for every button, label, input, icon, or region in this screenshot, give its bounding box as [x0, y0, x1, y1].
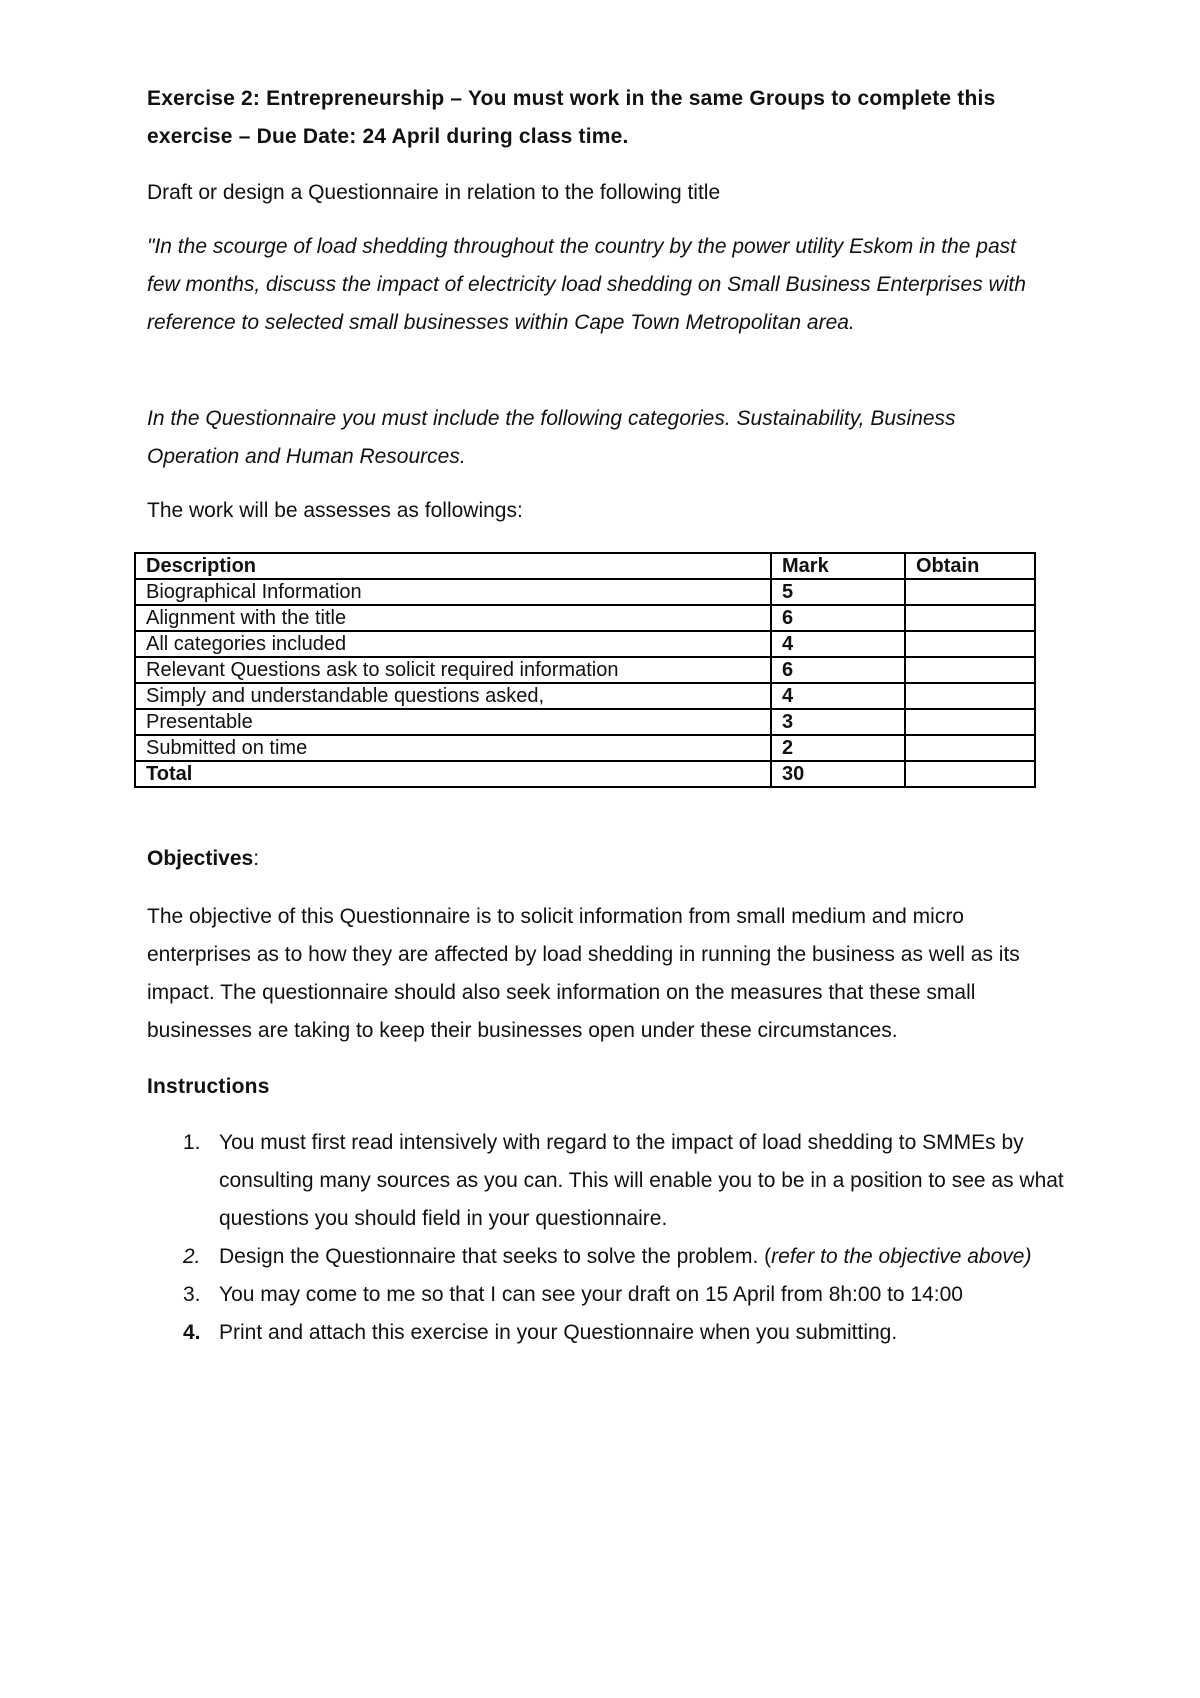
header-obtain: Obtain — [905, 553, 1035, 579]
instruction-item — [147, 1124, 1077, 1238]
title-quote: "In the scourge of load shedding throughout the country by the power utility Eskom in the past few months, discuss the impact of electricity load shedding on Small Business Enterprises with reference to selected small businesses within Cape Town Metropolitan area. — [147, 235, 1026, 334]
row-mark: 4 — [771, 683, 905, 709]
instructions-list — [147, 1124, 1077, 1352]
row-obtain — [905, 709, 1035, 735]
exercise-heading-line2: exercise – Due Date: 24 April during class time. — [147, 125, 629, 148]
row-description: Submitted on time — [135, 735, 771, 761]
table-row — [135, 735, 1035, 761]
marks-table — [134, 552, 1036, 788]
row-description: Presentable — [135, 709, 771, 735]
row-mark: 4 — [771, 631, 905, 657]
instruction-number: 3. — [183, 1283, 201, 1306]
row-description: Alignment with the title — [135, 605, 771, 631]
row-mark: 5 — [771, 579, 905, 605]
intro-text: Draft or design a Questionnaire in relation to the following title — [147, 181, 721, 204]
table-row — [135, 709, 1035, 735]
row-mark: 6 — [771, 657, 905, 683]
row-mark: 3 — [771, 709, 905, 735]
instruction-text-italic: refer to the objective above) — [771, 1245, 1032, 1268]
assessment-intro: The work will be assesses as followings: — [147, 499, 523, 522]
categories-note: In the Questionnaire you must include the following categories. Sustainability, Business Operation and Human Resources. — [147, 407, 956, 468]
exercise-heading — [147, 80, 1077, 156]
instruction-number: 2. — [183, 1245, 201, 1268]
row-obtain — [905, 579, 1035, 605]
instruction-number: 1. — [183, 1131, 201, 1154]
table-row — [135, 605, 1035, 631]
row-obtain — [905, 683, 1035, 709]
instruction-item — [147, 1276, 1077, 1314]
instruction-text: Design the Questionnaire that seeks to solve the problem. ( — [219, 1245, 772, 1268]
instruction-item — [147, 1238, 1077, 1276]
row-obtain — [905, 605, 1035, 631]
row-description: All categories included — [135, 631, 771, 657]
table-total-row — [135, 761, 1035, 787]
row-description: Simply and understandable questions asked, — [135, 683, 771, 709]
table-row — [135, 579, 1035, 605]
total-mark: 30 — [771, 761, 905, 787]
instruction-text: You may come to me so that I can see your draft on 15 April from 8h:00 to 14:00 — [219, 1283, 963, 1306]
objectives-text: The objective of this Questionnaire is to solicit information from small medium and micro enterprises as to how they are affected by load shedding in running the business as well as its impact. The questionnaire should also seek information on the measures that these small businesses are taking to keep their businesses open under these circumstances. — [147, 905, 1020, 1042]
table-row — [135, 631, 1035, 657]
total-obtain — [905, 761, 1035, 787]
instruction-number: 4. — [183, 1321, 201, 1344]
row-obtain — [905, 631, 1035, 657]
header-description: Description — [135, 553, 771, 579]
objectives-heading-label: Objectives — [147, 847, 254, 870]
total-description: Total — [135, 761, 771, 787]
table-row — [135, 683, 1035, 709]
exercise-heading-line1: Exercise 2: Entrepreneurship – You must work in the same Groups to complete this — [147, 87, 996, 110]
objectives-heading — [147, 840, 1077, 878]
instruction-item — [147, 1314, 1077, 1352]
table-row — [135, 657, 1035, 683]
table-header-row — [135, 553, 1035, 579]
row-description: Relevant Questions ask to solicit required information — [135, 657, 771, 683]
instruction-text: Print and attach this exercise in your Questionnaire when you submitting. — [219, 1321, 898, 1344]
row-obtain — [905, 735, 1035, 761]
row-mark: 2 — [771, 735, 905, 761]
row-mark: 6 — [771, 605, 905, 631]
row-obtain — [905, 657, 1035, 683]
objectives-heading-colon: : — [253, 847, 260, 870]
instruction-text: You must first read intensively with regard to the impact of load shedding to SMMEs by consulting many sources as you can. This will enable you to be in a position to see as what questions you should field in your questionnaire. — [219, 1131, 1064, 1230]
instructions-heading: Instructions — [147, 1075, 270, 1098]
row-description: Biographical Information — [135, 579, 771, 605]
header-mark: Mark — [771, 553, 905, 579]
